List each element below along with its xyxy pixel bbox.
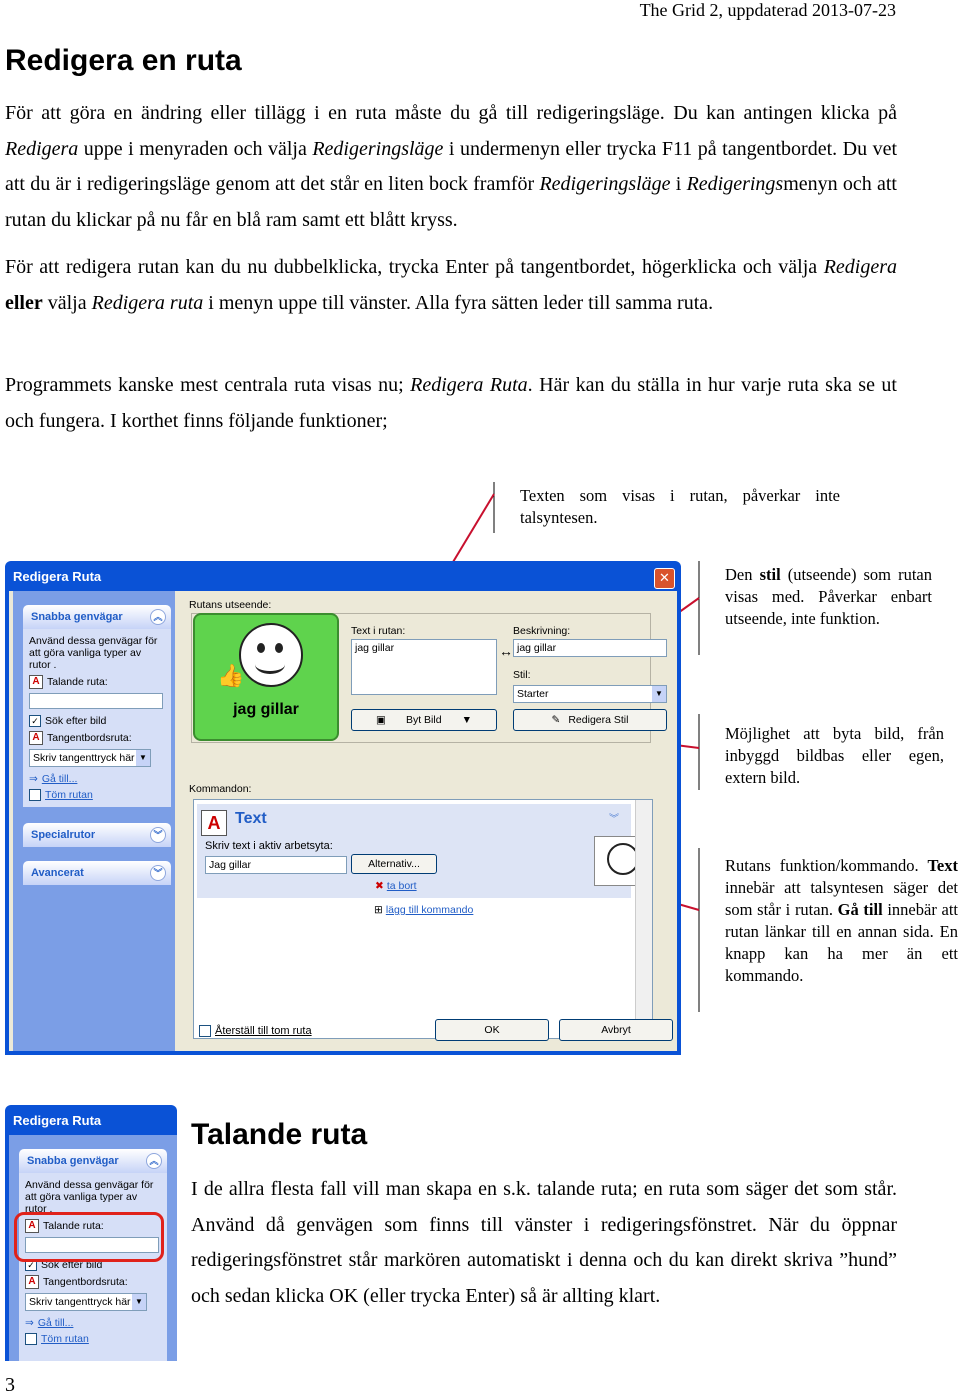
style-icon: ✎ (551, 714, 561, 726)
stil-select[interactable]: Starter ▼ (513, 685, 667, 703)
text-run: Texten som visas i rutan, påverkar inte talsyntesen. (520, 486, 840, 527)
speech-icon: A (29, 675, 43, 689)
expand-icon[interactable]: ︾ (150, 865, 166, 881)
chevron-down-icon[interactable]: ▼ (132, 1294, 146, 1310)
empty-box-icon (25, 1333, 37, 1345)
text-run: Redigeringsläge (312, 137, 444, 160)
utseende-label: Rutans utseende: (189, 599, 272, 611)
small-tangent-select[interactable]: Skriv tangenttryck här ▼ (25, 1293, 147, 1311)
text-run: Rutans funktion/kommando. (725, 856, 928, 875)
small-quick-body (19, 1173, 167, 1361)
tangentbord-label: A Tangentbordsruta: (29, 731, 132, 745)
smiley-face-icon (239, 623, 303, 687)
chevron-down-icon[interactable]: ▼ (652, 686, 666, 702)
text-run: Text (927, 856, 958, 875)
text-run: välja (42, 291, 92, 314)
command-item[interactable] (197, 804, 631, 898)
collapse-icon[interactable]: ︽ (146, 1153, 162, 1169)
small-sok-checkbox[interactable]: ✓ Sök efter bild (25, 1259, 102, 1271)
jump-icon: ⇒ (25, 1317, 34, 1329)
text-command-icon: A (201, 810, 227, 836)
text-run: Redigera ruta (91, 291, 204, 314)
thumbs-up-icon: 👍 (217, 663, 245, 688)
quick-shortcuts-label: Snabba genvägar (31, 611, 123, 623)
alternativ-button[interactable]: Alternativ... (351, 854, 437, 874)
checkbox-icon[interactable]: ✓ (29, 715, 41, 727)
aterstall-option[interactable]: Återställ till tom ruta (199, 1025, 312, 1037)
quick-desc: Använd dessa genvägar för att göra vanliga typer av rutor . (29, 635, 158, 671)
checkbox-icon[interactable] (199, 1025, 211, 1037)
text-run: Redigera (5, 137, 79, 160)
avbryt-button[interactable]: Avbryt (559, 1019, 673, 1041)
checkbox-icon[interactable]: ✓ (25, 1259, 37, 1271)
text-run: i (670, 173, 687, 195)
text-run: Den (725, 565, 760, 584)
small-tom-link[interactable]: Töm rutan (25, 1333, 89, 1345)
add-icon: ⊞ (374, 904, 383, 916)
kommandon-list (193, 799, 653, 1039)
chevron-down-icon[interactable]: ▼ (136, 750, 150, 766)
lagg-till-kommando-link[interactable]: ⊞ lägg till kommando (374, 904, 474, 916)
text-run: Redigerings (686, 173, 784, 195)
collapse-icon[interactable]: ︽ (150, 609, 166, 625)
text-run: Möjlighet att byta bild, från inbyggd bildbas eller egen, extern bild. (725, 724, 944, 787)
kommandon-label: Kommandon: (189, 783, 252, 795)
tom-rutan-link[interactable]: Töm rutan (29, 789, 93, 801)
redigera-stil-button[interactable]: ✎ Redigera Stil (513, 709, 667, 731)
small-tangent-label: A Tangentbordsruta: (25, 1275, 128, 1289)
chevron-down-icon[interactable]: ▼ (461, 714, 472, 726)
edit-panel (187, 591, 677, 1051)
text-run: stil (759, 565, 781, 584)
quick-panel (13, 591, 175, 1051)
avancerat-label: Avancerat (31, 867, 84, 879)
section-body: I de allra flesta fall vill man skapa en s.k. talande ruta; en ruta som säger det som står. Använd då genvägen som finns till vänster i redigeringsfönstret. När du öppnar redigeringsfönstret står markören automatiskt i denna och du kan direkt skriva ”hund” och sedan klicka OK (eller trycka Enter) så är allting klart. (191, 1178, 897, 1307)
text-run: innebär att rutan länkar till en annan sida. En knapp kan ha mer än ett kommando. (725, 900, 958, 985)
ok-button[interactable]: OK (435, 1019, 549, 1041)
speech-icon: A (25, 1219, 39, 1233)
delete-icon: ✖ (375, 880, 384, 892)
collapse-command-icon[interactable]: ︾ (609, 814, 619, 825)
page-header: The Grid 2, uppdaterad 2013-07-23 (639, 0, 896, 20)
image-icon: ▣ (376, 714, 386, 726)
ga-till-link[interactable]: ⇒ Gå till... (29, 773, 78, 785)
text-run: i menyn uppe till vänster. Alla fyra sätten leder till samma ruta. (203, 291, 714, 314)
page-title: Redigera en ruta (5, 44, 242, 77)
text-i-rutan-input[interactable]: jag gillar (351, 639, 497, 695)
sync-arrow-icon[interactable]: ↔ (499, 643, 513, 659)
small-quick-header[interactable]: Snabba genvägar ︽ (19, 1149, 167, 1173)
talande-ruta-input[interactable] (29, 693, 163, 709)
sok-bild-checkbox[interactable]: ✓ Sök efter bild (29, 715, 106, 727)
preview-tile[interactable] (193, 613, 339, 741)
text-run: menyn och att rutan du klickar på nu får en blå ram samt ett blått kryss. (5, 173, 897, 231)
text-run: uppe i menyraden och välja (78, 137, 313, 160)
command-text-input[interactable]: Jag gillar (205, 856, 347, 874)
small-dialog-title: Redigera Ruta (13, 1113, 102, 1128)
text-run: innebär att talsyntesen säger det som står i rutan. (725, 878, 958, 919)
text-run: För att göra en ändring eller tillägg i en ruta måste du gå till redigeringsläge. Du kan antingen klicka på (5, 102, 897, 124)
dialog-title: Redigera Ruta (13, 569, 102, 584)
quick-shortcuts-header[interactable] (23, 605, 171, 629)
highlight-ring (14, 1212, 164, 1262)
text-run: i undermenyn eller trycka F11 på tangentbordet. Du vet att du är i redigeringsläge genom att det står en liten bock framför (5, 137, 898, 195)
text-run: eller (5, 291, 43, 314)
tile-text: jag gillar (233, 701, 299, 718)
text-run: Programmets kanske mest centrala ruta visas nu; (5, 374, 411, 396)
expand-icon[interactable]: ︾ (150, 827, 166, 843)
small-quick-desc: Använd dessa genvägar för att göra vanliga typer av rutor . (25, 1179, 154, 1215)
text-run: För att redigera rutan kan du nu dubbelklicka, trycka Enter på tangentbordet, högerklicka och välja (5, 256, 824, 278)
section-title: Talande ruta (191, 1118, 368, 1151)
specialrutor-header[interactable] (23, 823, 171, 847)
small-talande-label: A Talande ruta: (25, 1219, 104, 1233)
empty-box-icon (29, 789, 41, 801)
keyboard-speech-icon: A (25, 1275, 39, 1289)
text-run: Redigera Ruta (410, 374, 528, 396)
dialog-body (9, 591, 677, 1051)
quick-shortcuts-body (23, 629, 171, 807)
command-desc: Skriv text i aktiv arbetsyta: (205, 840, 333, 852)
close-icon[interactable]: ✕ (654, 568, 675, 589)
small-gatill-link[interactable]: ⇒ Gå till... (25, 1317, 74, 1329)
command-name: Text (235, 810, 267, 827)
text-run: . Här kan du ställa in hur varje ruta ska se ut och fungera. I korthet finns följande funktioner; (5, 374, 897, 432)
text-run: Redigeringsläge (539, 173, 671, 195)
keyboard-speech-icon: A (29, 731, 43, 745)
jump-icon: ⇒ (29, 773, 38, 785)
beskrivning-label: Beskrivning: (513, 625, 571, 637)
specialrutor-label: Specialrutor (31, 829, 96, 841)
text-run: Gå till (837, 900, 883, 919)
beskrivning-input[interactable]: jag gillar (513, 639, 667, 657)
tangenttryck-select[interactable]: Skriv tangenttryck här ▼ (29, 749, 151, 767)
stil-label: Stil: (513, 669, 531, 681)
byt-bild-button[interactable]: ▣ Byt Bild ▼ (351, 709, 497, 731)
text-i-rutan-label: Text i rutan: (351, 625, 406, 637)
redigera-ruta-dialog (5, 561, 681, 1055)
ta-bort-link[interactable]: ✖ ta bort (375, 880, 417, 892)
text-run: (utseende) som rutan visas med. Påverkar enbart utseende, inte funktion. (725, 565, 932, 628)
text-run: Redigera (823, 256, 897, 278)
avancerat-header[interactable] (23, 861, 171, 885)
talande-ruta-label: A Talande ruta: (29, 675, 108, 689)
page-number: 3 (5, 1374, 15, 1396)
scrollbar[interactable] (635, 800, 652, 1038)
